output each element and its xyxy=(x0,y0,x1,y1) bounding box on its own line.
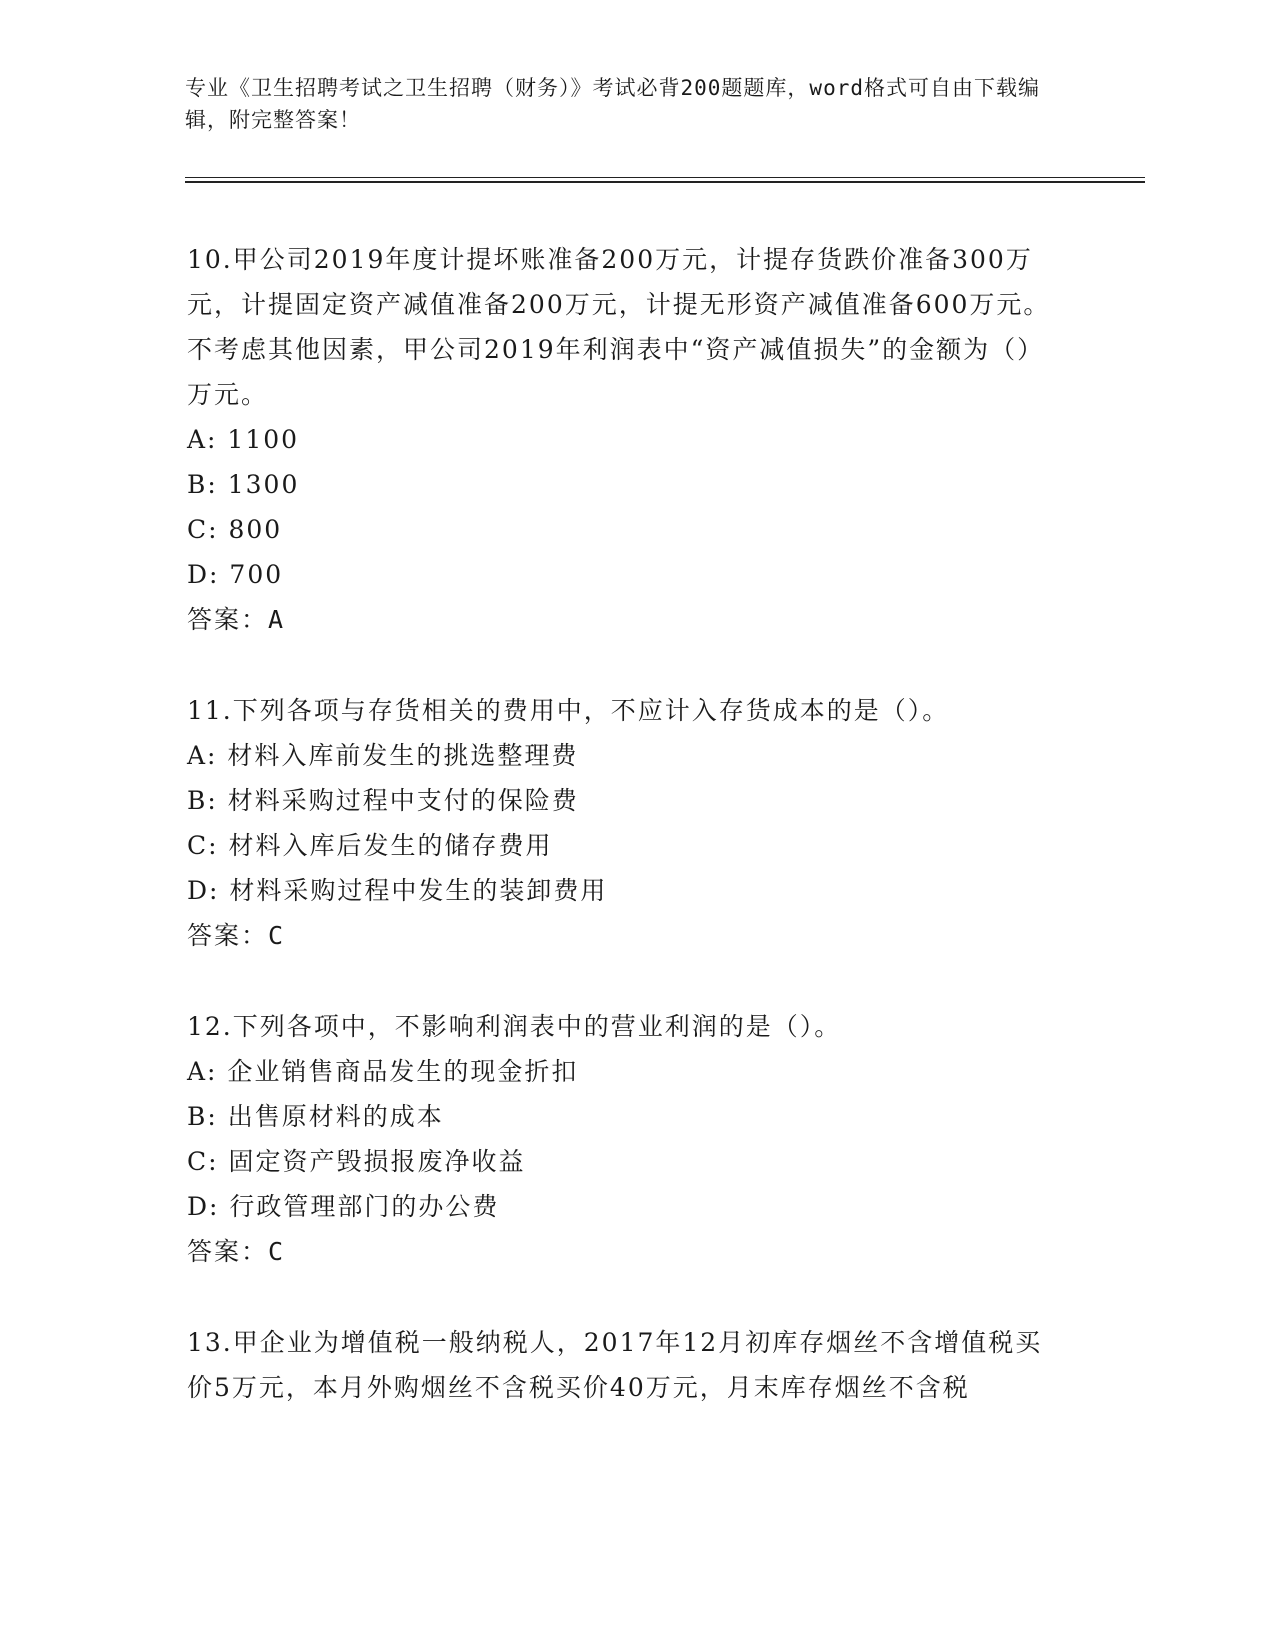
header-divider-thick xyxy=(185,181,1145,183)
question-stem: 11.下列各项与存货相关的费用中，不应计入存货成本的是（）。 xyxy=(187,696,950,725)
option-d: D: 材料采购过程中发生的装卸费用 xyxy=(187,876,608,905)
option-b: B: 材料采购过程中支付的保险费 xyxy=(187,786,579,815)
answer-line: 答案：A xyxy=(187,605,286,634)
option-b: B: 出售原材料的成本 xyxy=(187,1102,444,1131)
question-stem: 12.下列各项中，不影响利润表中的营业利润的是（）。 xyxy=(187,1012,842,1041)
header-divider-thin xyxy=(185,177,1145,178)
answer-line: 答案：C xyxy=(187,921,286,950)
question-13 xyxy=(187,1320,1067,1410)
question-11 xyxy=(187,688,1067,958)
question-10 xyxy=(187,237,1067,642)
question-stem: 13.甲企业为增值税一般纳税人，2017年12月初库存烟丝不含增值税买价5万元，本月外购烟丝不含税买价40万元，月末库存烟丝不含税 xyxy=(187,1328,1043,1402)
option-a: A: 材料入库前发生的挑选整理费 xyxy=(187,741,579,770)
option-d: D: 700 xyxy=(187,560,284,589)
answer-line: 答案：C xyxy=(187,1237,286,1266)
option-c: C: 800 xyxy=(187,515,283,544)
option-b: B: 1300 xyxy=(187,470,300,499)
document-header: 专业《卫生招聘考试之卫生招聘（财务）》考试必背200题题库，word格式可自由下载编辑，附完整答案！ xyxy=(185,76,1040,132)
option-c: C: 材料入库后发生的储存费用 xyxy=(187,831,553,860)
question-12 xyxy=(187,1004,1067,1274)
option-d: D: 行政管理部门的办公费 xyxy=(187,1192,500,1221)
option-a: A: 企业销售商品发生的现金折扣 xyxy=(187,1057,579,1086)
option-a: A: 1100 xyxy=(187,425,300,454)
question-stem: 10.甲公司2019年度计提坏账准备200万元，计提存货跌价准备300万元，计提固定资产减值准备200万元，计提无形资产减值准备600万元。不考虑其他因素，甲公司2019年利润表中“资产减值损失”的金额为（）万元。 xyxy=(187,245,1051,409)
question-list xyxy=(187,237,1067,1410)
option-c: C: 固定资产毁损报废净收益 xyxy=(187,1147,526,1176)
